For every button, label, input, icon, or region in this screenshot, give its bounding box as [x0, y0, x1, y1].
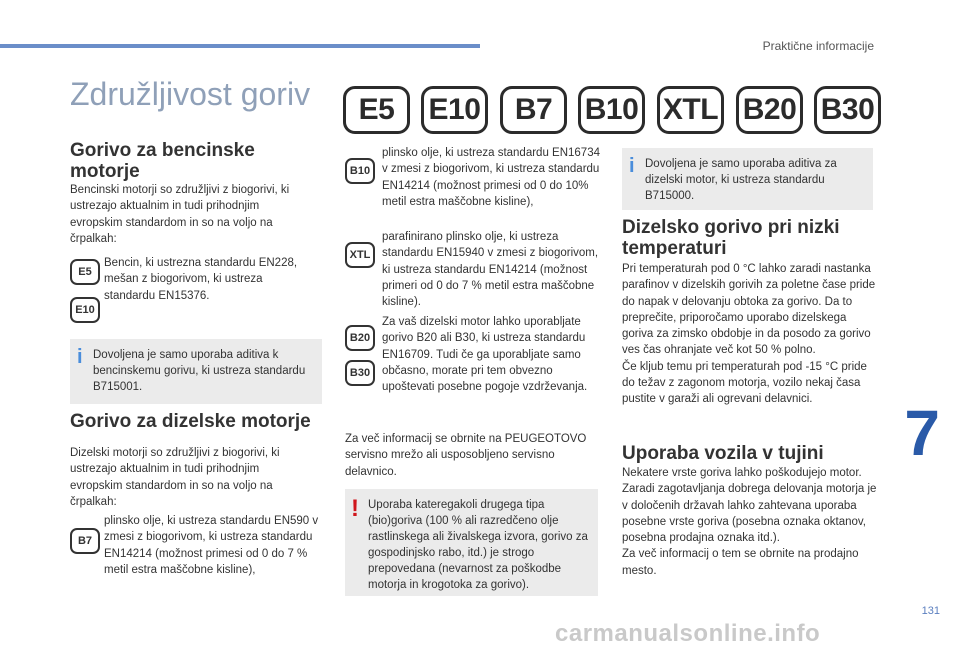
diesel-heading: Gorivo za dizelske motorje	[70, 411, 311, 432]
warning-note	[345, 489, 598, 596]
abroad-text-2: Za več informacij o tem se obrnite na prodajno mesto.	[622, 548, 859, 577]
section-title: Praktične informacije	[762, 39, 874, 53]
b7-text: plinsko olje, ki ustreza standardu EN590 v zmesi z biogorivom, ki ustreza standardu EN14214 (možnost primesi od 0 do 7 % metil estra maščobne kisline),	[104, 515, 319, 576]
dealer-info: Za več informacij se obrnite na PEUGEOTOVO servisno mrežo ali usposobljeno servisno delavnico.	[345, 433, 587, 478]
badge-e10: E10	[70, 297, 100, 323]
page-number: 131	[921, 605, 940, 617]
fuel-badge-e5: E5	[343, 86, 410, 134]
badge-e5: E5	[70, 259, 100, 285]
fuel-badge-xtl: XTL	[657, 86, 724, 134]
xtl-text: parafinirano plinsko olje, ki ustreza standardu EN15940 v zmesi z biogorivom, ki ustreza standardu EN14214 (možnost primeri od 0 do 7 % metil estra maščobne kisline).	[382, 231, 599, 309]
badge-b30: B30	[345, 360, 375, 386]
b20-b30-text: Za vaš dizelski motor lahko uporabljate gorivo B20 ali B30, ki ustreza standardu EN16709. Tudi če ga uporabljate samo občasno, morate pri tem obvezno upoštevati posebne pogoje vzdrževanja.	[382, 316, 588, 394]
fuel-badge-b10: B10	[578, 86, 645, 134]
low-temp-heading: Dizelsko gorivo pri nizki temperaturi	[622, 217, 840, 259]
warning-text: Uporaba kateregakoli drugega tipa (bio)goriva (100 % ali razredčeno olje rastlinskega ali živalskega izvora, gorivo za gospodinjsko rabo, itd.) je strogo prepovedana (nevarnost za poškodbe motorja in krogotoka za gorivo).	[368, 499, 588, 591]
petrol-note	[70, 339, 322, 404]
watermark: carmanualsonline.info	[555, 620, 821, 647]
abroad-text: Nekatere vrste goriva lahko poškodujejo motor. Zaradi zagotavljanja dobrega delovanja motorja je v določenih državah lahko zahtevana uporaba posebne vrste goriva (posebna oznaka oktanov, posebna prodajna oznaka itd.).	[622, 467, 877, 545]
badge-xtl: XTL	[345, 242, 375, 268]
info-icon: i	[77, 346, 83, 368]
fuel-badge-e10: E10	[421, 86, 488, 134]
petrol-intro: Bencinski motorji so združljivi z biogorivi, ki ustrezajo aktualnim in tudi prihodnjim evropskim standardom in so na voljo na črpalkah:	[70, 184, 290, 245]
badge-b7: B7	[70, 528, 100, 554]
petrol-badge-text: Bencin, ki ustrezna standardu EN228, mešan z biogorivom, ki ustreza standardu EN15376.	[104, 257, 298, 302]
petrol-heading: Gorivo za bencinske motorje	[70, 140, 255, 182]
diesel-note	[622, 148, 873, 210]
low-temp-text-2: Če kljub temu pri temperaturah pod -15 °C pride do težav z zagonom motorja, vozilo nekaj časa pustite v garaži ali ogrevani delavnici.	[622, 360, 867, 406]
badge-b10: B10	[345, 158, 375, 184]
diesel-note-text: Dovoljena je samo uporaba aditiva za dizelski motor, ki ustreza standardu B715000.	[645, 158, 837, 202]
warning-icon: !	[351, 495, 359, 522]
low-temp-text: Pri temperaturah pod 0 °C lahko zaradi nastanka parafinov v dizelskih gorivih za poletne čase pride do napak v delovanju obtoka za gorivo. Da to preprečite, priporočamo uporabo dizelskega goriva za zimsko obdobje in da posodo za gorivo ves čas ohranjate več kot 50 % polno.	[622, 263, 876, 357]
fuel-badge-b7: B7	[500, 86, 567, 134]
low-temp-block	[622, 261, 877, 408]
page-title: Združljivost goriv	[70, 76, 311, 112]
info-icon: i	[629, 155, 635, 177]
petrol-note-text: Dovoljena je samo uporaba aditiva k bencinskemu gorivu, ki ustreza standardu B715001.	[93, 349, 306, 393]
badge-b20: B20	[345, 325, 375, 351]
fuel-badge-b20: B20	[736, 86, 803, 134]
abroad-heading: Uporaba vozila v tujini	[622, 443, 824, 464]
abroad-block	[622, 465, 879, 579]
diesel-intro: Dizelski motorji so združljivi z biogorivi, ki ustrezajo aktualnim in tudi prihodnjim evropskim standardom in so na voljo na črpalkah:	[70, 447, 280, 508]
chapter-number: 7	[904, 397, 940, 469]
fuel-badge-b30: B30	[814, 86, 881, 134]
header-bar	[0, 44, 480, 48]
b10-text: plinsko olje, ki ustreza standardu EN16734 v zmesi z biogorivom, ki ustreza standardu EN14214 (možnost primesi od 0 do 10% metil estra maščobne kisline),	[382, 147, 600, 208]
